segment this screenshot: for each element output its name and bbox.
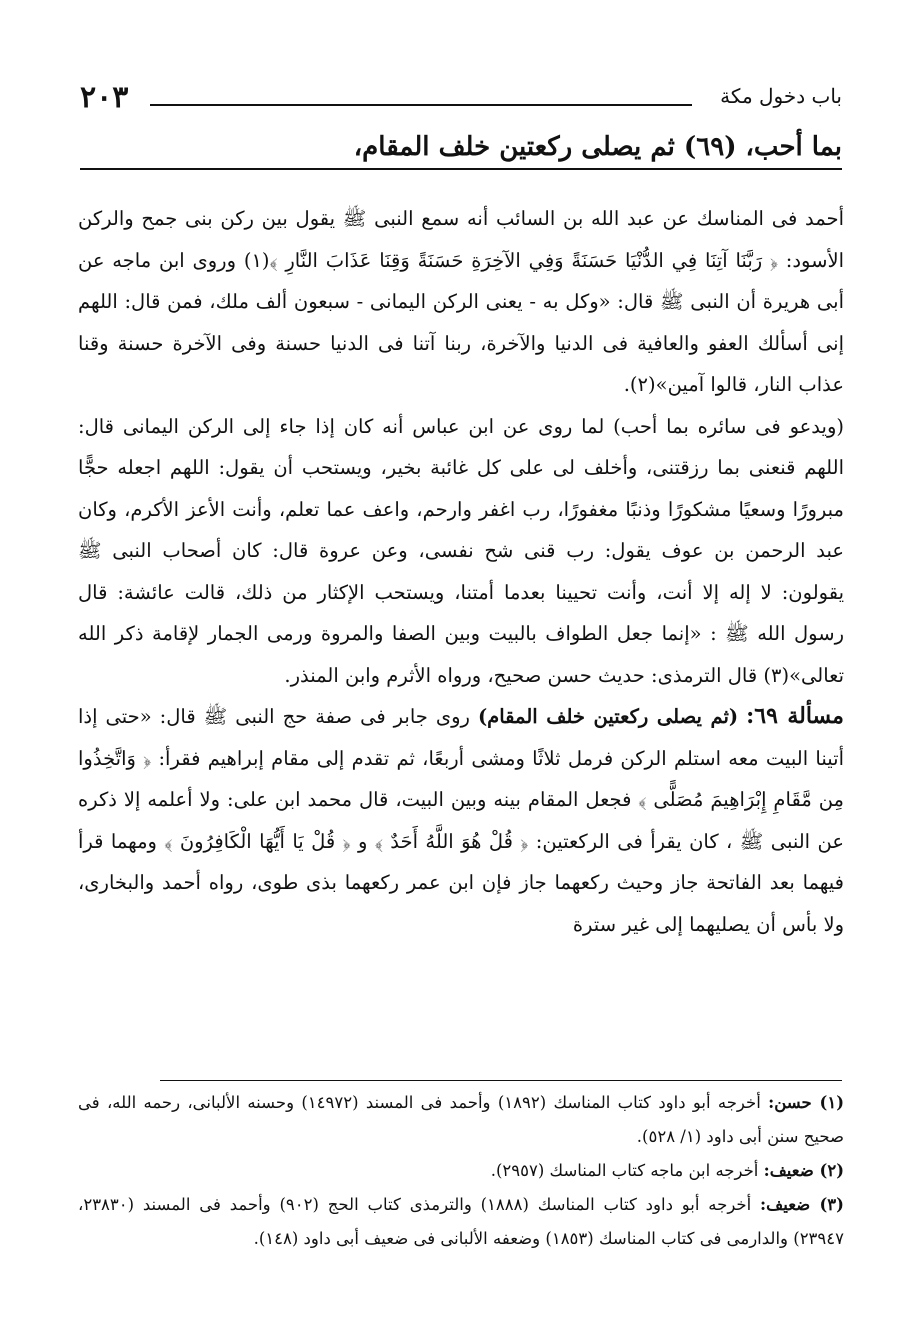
paragraph: أحمد فى المناسك عن عبد الله بن السائب أنه سمع النبى ﷺ يقول بين ركن بنى جمح والركن الأسود: ﴿ رَبَّنَا آتِنَا فِي الدُّنْيَا حَسَنَةً وَفِي الآخِرَةِ حَسَنَةً وَقِنَا عَذَابَ النَّارِ ﴾(١) وروى ابن ماجه عن أبى هريرة أن النبى ﷺ قال: «وكل به - يعنى الركن اليمانى - سبعون ألف ملك، فمن قال: اللهم إنى أسألك العفو والعافية فى الدنيا والآخرة، ربنا آتنا فى الدنيا حسنة وفى الآخرة حسنة وقنا عذاب النار، قالوا آمين»(٢). <box>78 207 845 396</box>
footnote-label: (٢) ضعيف: <box>763 1161 844 1180</box>
masala-paragraph <box>78 696 844 945</box>
footnote-text: أخرجه أبو داود كتاب المناسك (١٨٨٨) والترمذى كتاب الحج (٩٠٢) وأحمد فى المسند (٢٣٨٣٠، ٢٣٩٤٧) والدارمى فى كتاب المناسك (١٨٥٣) وضعفه الألبانى فى ضعيف أبى داود (١٤٨). <box>78 1195 844 1248</box>
footnote <box>78 1154 844 1188</box>
footnote-label: (١) حسن: <box>768 1093 845 1112</box>
footnote <box>78 1086 844 1154</box>
header-rule <box>150 104 692 106</box>
masala-label: مسألة ٦٩: <box>746 703 844 729</box>
footnote-label: (٣) ضعيف: <box>760 1195 844 1214</box>
chapter-title: باب دخول مكة <box>720 84 842 108</box>
footnote-text: أخرجه أبو داود كتاب المناسك (١٨٩٢) وأحمد فى المسند (١٤٩٧٢) وحسنه الألبانى، رحمه الله، فى صحيح سنن أبى داود (١/ ٥٢٨). <box>78 1093 844 1146</box>
masala-heading: (ثم يصلى ركعتين خلف المقام) <box>477 705 739 728</box>
footnote-text: أخرجه ابن ماجه كتاب المناسك (٢٩٥٧). <box>490 1161 759 1180</box>
masala-text: روى جابر فى صفة حج النبى ﷺ قال: «حتى إذا أتينا البيت معه استلم الركن فرمل ثلاثًا ومشى أربعًا، ثم تقدم إلى مقام إبراهيم فقرأ: ﴿ وَاتَّخِذُوا مِن مَّقَامِ إِبْرَاهِيمَ مُصَلًّى ﴾ فجعل المقام بينه وبين البيت، قال محمد ابن على: ولا أعلمه إلا ذكره عن النبى ﷺ ، كان يقرأ فى الركعتين: ﴿ قُلْ هُوَ اللَّهُ أَحَدٌ ﴾ و ﴿ قُلْ يَا أَيُّهَا الْكَافِرُونَ ﴾ ومهما قرأ فيهما بعد الفاتحة جاز وحيث ركعهما جاز فإن ابن عمر ركعهما بذى طوى، رواه أحمد والبخارى، ولا بأس أن يصليهما إلى غير سترة <box>78 705 844 936</box>
page-header <box>80 76 842 120</box>
paragraph: (ويدعو فى سائره بما أحب) لما روى عن ابن عباس أنه كان إذا جاء إلى الركن اليمانى قال: اللهم قنعنى بما رزقتنى، وأخلف لى على كل غائبة بخير، ويستحب أن يقول: اللهم اجعله حجًّا مبرورًا وسعيًا مشكورًا وذنبًا مغفورًا، رب اغفر وارحم، واعف عما تعلم، وأنت الأعز الأكرم، وكان عبد الرحمن بن عوف يقول: رب قنى شح نفسى، وعن عروة قال: كان أصحاب النبى ﷺ يقولون: لا إله إلا أنت، وأنت تحيينا بعدما أمتنا، ويستحب الإكثار من ذلك، قالت عائشة: قال رسول الله ﷺ : «إنما جعل الطواف بالبيت وبين الصفا والمروة ورمى الجمار لإقامة ذكر الله تعالى»(٣) قال الترمذى: حديث حسن صحيح، ورواه الأثرم وابن المنذر. <box>78 414 844 687</box>
page-number: ٢٠٣ <box>80 80 129 115</box>
body-text <box>78 198 844 945</box>
footnotes <box>78 1086 844 1256</box>
footnote-rule <box>160 1080 842 1081</box>
footnote <box>78 1188 844 1256</box>
continued-heading: بما أحب، (٦٩) ثم يصلى ركعتين خلف المقام، <box>80 132 842 170</box>
